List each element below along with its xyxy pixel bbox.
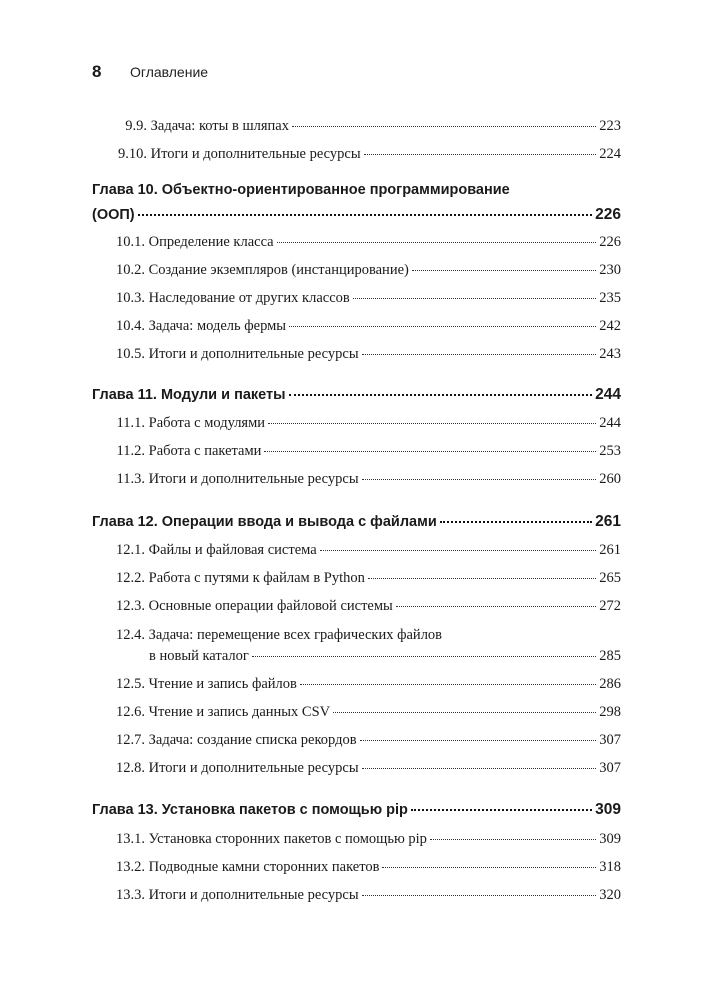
- toc-entry-title: Установка сторонних пакетов с помощью pip: [148, 831, 427, 847]
- toc-entry-page: 235: [599, 290, 621, 306]
- toc-entry-page: 260: [599, 471, 621, 487]
- dot-leader: [138, 214, 592, 216]
- toc-entry-page: 285: [599, 648, 621, 664]
- toc-entry-page: 309: [599, 831, 621, 847]
- dot-leader: [292, 126, 596, 127]
- toc-entry-title: Задача: создание списка рекордов: [148, 732, 357, 748]
- toc-entry-12-4[interactable]: [92, 627, 621, 644]
- toc-entry-12-8[interactable]: [92, 760, 621, 777]
- dot-leader: [411, 809, 592, 811]
- dot-leader: [396, 606, 596, 607]
- toc-entry-title: Работа с путями к файлам в Python: [148, 570, 365, 586]
- dot-leader: [320, 550, 597, 551]
- chapter-title: Глава 12. Операции ввода и вывода с файлами: [92, 514, 437, 530]
- toc-entry-page: 244: [599, 415, 621, 431]
- toc-entry-title: Итоги и дополнительные ресурсы: [148, 760, 359, 776]
- dot-leader: [252, 656, 596, 657]
- toc-entry-number: 10.1.: [116, 234, 145, 250]
- chapter-page: 309: [595, 801, 621, 818]
- toc-entry-10-2[interactable]: [92, 262, 621, 279]
- toc-entry-page: 265: [599, 570, 621, 586]
- toc-entry-number: 10.2.: [116, 262, 145, 278]
- toc-entry-page: 298: [599, 704, 621, 720]
- dot-leader: [362, 479, 597, 480]
- toc-entry-title: Файлы и файловая система: [148, 542, 317, 558]
- toc-entry-page: 230: [599, 262, 621, 278]
- dot-leader: [362, 354, 597, 355]
- toc-entry-number: 11.3.: [116, 471, 145, 487]
- toc-entry-title: Создание экземпляров (инстанцирование): [148, 262, 409, 278]
- dot-leader: [277, 242, 597, 243]
- toc-entry-number: 10.4.: [116, 318, 145, 334]
- chapter-title: Глава 11. Модули и пакеты: [92, 387, 286, 403]
- toc-entry-number: 13.2.: [116, 859, 145, 875]
- toc-entry-title: Наследование от других классов: [148, 290, 350, 306]
- toc-entry-page: 223: [599, 118, 621, 134]
- toc-entry-number: 12.6.: [116, 704, 145, 720]
- toc-entry-10-1[interactable]: [92, 234, 621, 251]
- toc-entry-13-1[interactable]: [92, 831, 621, 848]
- chapter-page: 261: [595, 513, 621, 530]
- dot-leader: [362, 768, 597, 769]
- toc-entry-title-line1: Задача: перемещение всех графических файлов: [148, 627, 443, 643]
- dot-leader: [412, 270, 596, 271]
- toc-entry-title: Итоги и дополнительные ресурсы: [148, 346, 359, 362]
- toc-entry-9-9[interactable]: [92, 118, 621, 135]
- toc-entry-page: 253: [599, 443, 621, 459]
- chapter-title-line1: Глава 10. Объектно-ориентированное программирование: [92, 182, 510, 198]
- toc-entry-12-3[interactable]: [92, 598, 621, 615]
- dot-leader: [440, 521, 592, 523]
- toc-entry-number: 13.3.: [116, 887, 145, 903]
- toc-chapter-11[interactable]: [92, 386, 621, 404]
- running-title: Оглавление: [130, 64, 209, 80]
- toc-entry-number: 11.1.: [116, 415, 145, 431]
- toc-entry-number: 13.1.: [116, 831, 145, 847]
- toc-entry-page: 226: [599, 234, 621, 250]
- toc-entry-title: в новый каталог: [149, 648, 249, 664]
- toc-entry-number: 11.2.: [116, 443, 145, 459]
- toc-entry-page: 261: [599, 542, 621, 558]
- chapter-page: 226: [595, 206, 621, 223]
- toc-entry-number: 12.2.: [116, 570, 145, 586]
- toc-entry-12-7[interactable]: [92, 732, 621, 749]
- toc-chapter-13[interactable]: [92, 801, 621, 819]
- toc-entry-title: Итоги и дополнительные ресурсы: [148, 887, 359, 903]
- dot-leader: [353, 298, 597, 299]
- toc-entry-9-10[interactable]: [92, 146, 621, 163]
- toc-entry-number: 12.1.: [116, 542, 145, 558]
- toc-entry-10-4[interactable]: [92, 318, 621, 335]
- toc-entry-title: Итоги и дополнительные ресурсы: [148, 471, 359, 487]
- dot-leader: [333, 712, 596, 713]
- toc-entry-12-1[interactable]: [92, 542, 621, 559]
- dot-leader: [289, 326, 596, 327]
- dot-leader: [300, 684, 596, 685]
- toc-entry-title: Подводные камни сторонних пакетов: [148, 859, 380, 875]
- toc-entry-number: 12.3.: [116, 598, 145, 614]
- toc-entry-11-2[interactable]: [92, 443, 621, 460]
- toc-entry-number: 12.5.: [116, 676, 145, 692]
- toc-entry-title: Чтение и запись данных CSV: [148, 704, 331, 720]
- dot-leader: [268, 423, 596, 424]
- toc-entry-page: 320: [599, 887, 621, 903]
- toc-entry-title: Задача: модель фермы: [148, 318, 287, 334]
- toc-entry-page: 286: [599, 676, 621, 692]
- dot-leader: [362, 895, 597, 896]
- toc-entry-12-6[interactable]: [92, 704, 621, 721]
- toc-entry-12-2[interactable]: [92, 570, 621, 587]
- toc-entry-title: Определение класса: [148, 234, 274, 250]
- toc-entry-page: 224: [599, 146, 621, 162]
- toc-entry-number: 12.4.: [116, 627, 145, 643]
- dot-leader: [289, 394, 593, 396]
- toc-entry-number: 9.9.: [125, 118, 147, 134]
- toc-entry-13-3[interactable]: [92, 887, 621, 904]
- toc-entry-title: Основные операции файловой системы: [148, 598, 393, 614]
- toc-entry-page: 243: [599, 346, 621, 362]
- table-of-contents: [92, 0, 621, 1000]
- toc-entry-number: 10.3.: [116, 290, 145, 306]
- chapter-page: 244: [595, 386, 621, 403]
- toc-entry-page: 307: [599, 760, 621, 776]
- chapter-title: (ООП): [92, 207, 135, 223]
- dot-leader: [430, 839, 596, 840]
- toc-entry-11-1[interactable]: [92, 415, 621, 432]
- toc-entry-title: Работа с модулями: [148, 415, 266, 431]
- toc-entry-page: 242: [599, 318, 621, 334]
- dot-leader: [364, 154, 597, 155]
- page-number: 8: [92, 62, 102, 81]
- dot-leader: [368, 578, 596, 579]
- toc-entry-page: 307: [599, 732, 621, 748]
- toc-entry-title: Работа с пакетами: [148, 443, 262, 459]
- toc-chapter-12[interactable]: [92, 513, 621, 531]
- toc-entry-number: 10.5.: [116, 346, 145, 362]
- toc-entry-12-4-cont[interactable]: [149, 648, 621, 665]
- toc-entry-10-3[interactable]: [92, 290, 621, 307]
- toc-entry-number: 9.10.: [118, 146, 147, 162]
- toc-entry-page: 318: [599, 859, 621, 875]
- toc-chapter-10[interactable]: [92, 182, 621, 224]
- toc-entry-title: Чтение и запись файлов: [148, 676, 297, 692]
- dot-leader: [264, 451, 596, 452]
- chapter-title: Глава 13. Установка пакетов с помощью pip: [92, 802, 408, 818]
- toc-entry-12-5[interactable]: [92, 676, 621, 693]
- toc-entry-13-2[interactable]: [92, 859, 621, 876]
- dot-leader: [382, 867, 596, 868]
- toc-entry-title: Итоги и дополнительные ресурсы: [150, 146, 361, 162]
- toc-entry-page: 272: [599, 598, 621, 614]
- toc-entry-number: 12.7.: [116, 732, 145, 748]
- toc-entry-title: Задача: коты в шляпах: [150, 118, 289, 134]
- toc-entry-11-3[interactable]: [92, 471, 621, 488]
- dot-leader: [360, 740, 597, 741]
- toc-entry-number: 12.8.: [116, 760, 145, 776]
- toc-entry-10-5[interactable]: [92, 346, 621, 363]
